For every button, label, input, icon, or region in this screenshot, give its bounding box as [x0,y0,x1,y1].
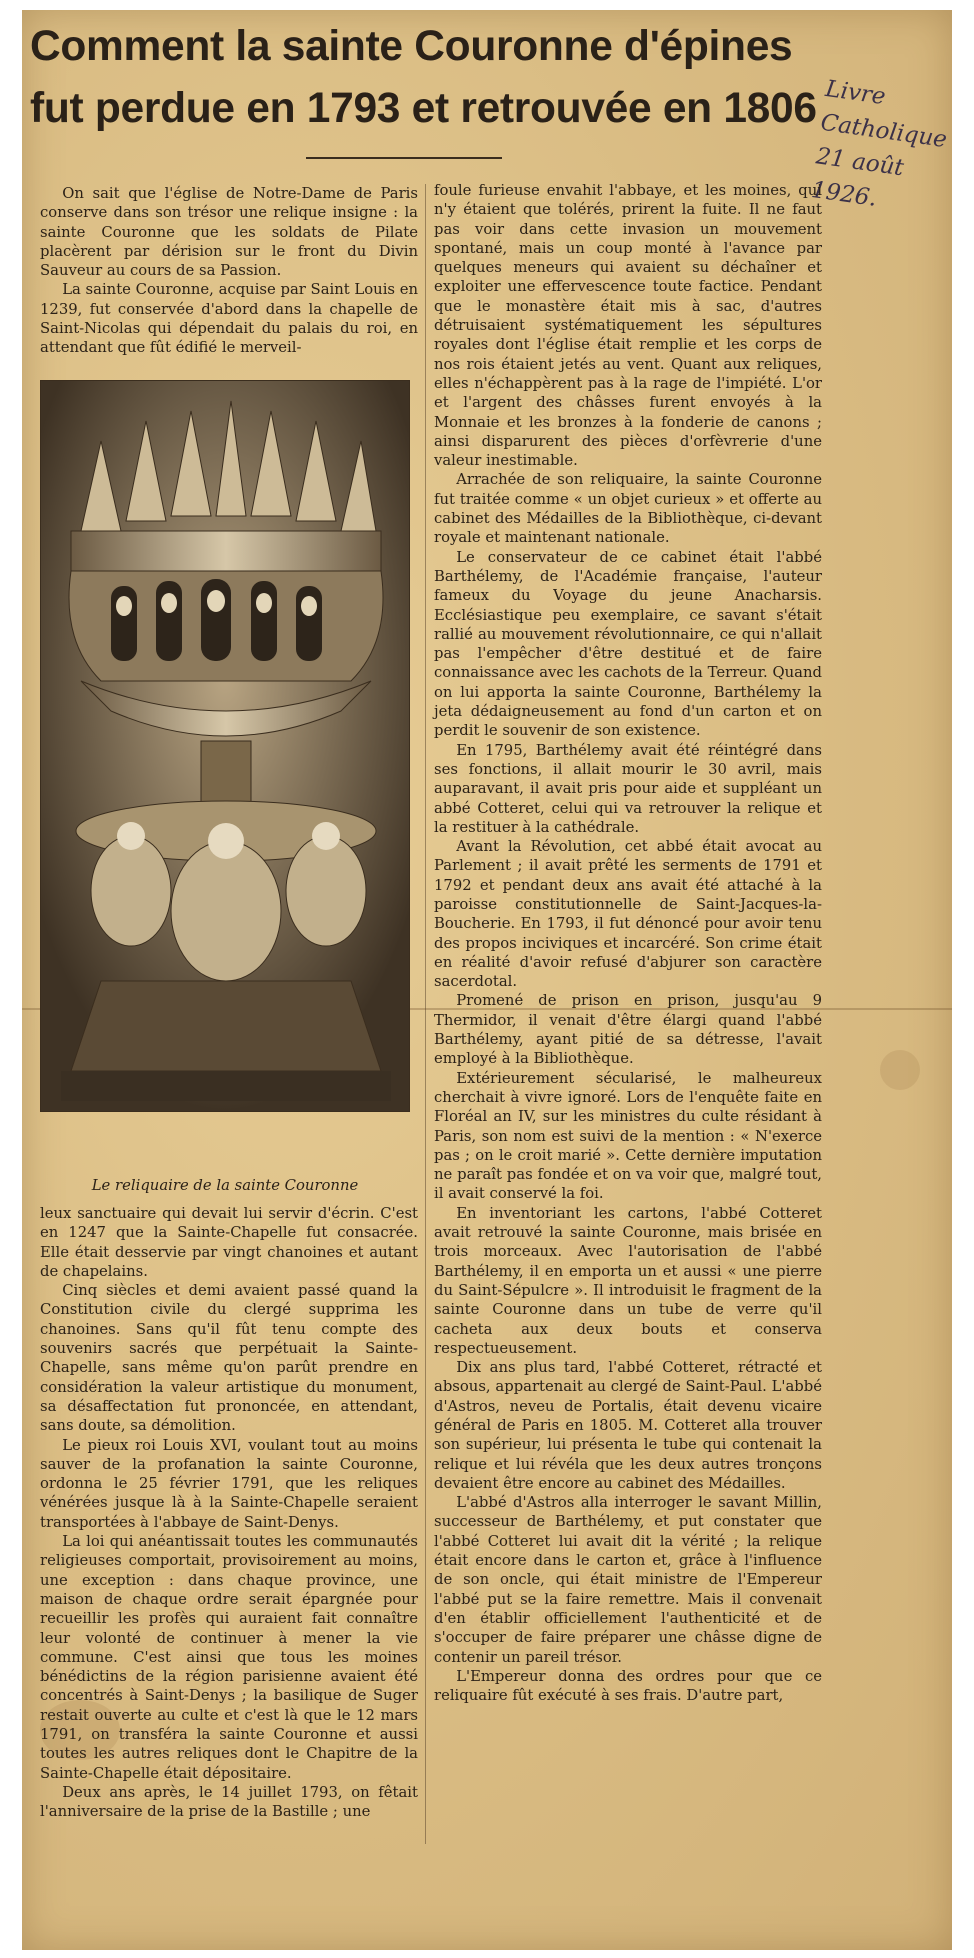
paragraph: On sait que l'église de Notre-Dame de Paris conserve dans son trésor une relique insigne : la sainte Couronne que les soldats de Pilate placèrent par dérision sur le front du Divin Sauveur au cours de sa Passion. [40,185,418,280]
paper-stain [880,1050,920,1090]
handwritten-line: Livre [823,75,888,111]
paragraph: La sainte Couronne, acquise par Saint Louis en 1239, fut conservée d'abord dans la chapelle de Saint-Nicolas qui dépendait du palais du roi, en attendant que fût édifié le merveil- [40,281,419,357]
handwritten-note [809,72,947,223]
paragraph: En inventoriant les cartons, l'abbé Cotteret avait retrouvé la sainte Couronne, mais brisée en trois morceaux. Avec l'autorisation de l'abbé Barthélemy, il en emporta un et aussi « une pierre du Saint-Sépulcre ». Il introduisit le fragment de la sainte Couronne dans un tube de verre qu'il cacheta aux deux bouts et conserva respectueusement. [434,1204,822,1357]
paragraph: La loi qui anéantissait toutes les communautés religieuses comportait, provisoirement au moins, une exception : dans chaque province, une maison de chaque ordre serait épargnée pour recueillir les profès qui auraient fait connaître leur volonté de continuer à mener la vie commune. C'est ainsi que tous les moines bénédictins de la région parisienne avaient été concentrés à Saint-Denys ; la basilique de Suger restait ouverte au culte et c'est là que le 12 mars 1791, on transféra la sainte Couronne et aussi toutes les autres reliques dont le Chapitre de la Sainte-Chapelle était dépositaire. [40,1533,418,1782]
headline-rule [306,157,502,159]
paragraph: Avant la Révolution, cet abbé était avocat au Parlement ; il avait prêté les serments de 1791 et 1792 et pendant deux ans avait été attaché à la paroisse constitutionnelle de Saint-Jacques-la-Boucherie. En 1793, il fut dénoncé pour avoir tenu des propos inciviques et incarcéré. Son crime était en réalité d'avoir refusé d'abjurer son caractère sacerdotal. [434,838,822,991]
paragraph: Dix ans plus tard, l'abbé Cotteret, rétracté et absous, appartenait au clergé de Saint-Paul. L'abbé d'Astros, neveu de Portalis, était devenu vicaire général de Paris en 1805. M. Cotteret alla trouver son supérieur, lui présenta le tube qui contenait la relique et lui révéla que les deux autres tronçons devaient être encore au cabinet des Médailles. [434,1359,822,1492]
paragraph: Promené de prison en prison, jusqu'au 9 Thermidor, il venait d'être élargi quand l'abbé Barthélemy, ayant pitié de sa détresse, l'avait employé à la Bibliothèque. [434,992,822,1068]
paragraph: Cinq siècles et demi avaient passé quand la Constitution civile du clergé supprima les chanoines. Sans qu'il fût tenu compte des souvenirs sacrés que perpétuait la Sainte-Chapelle, sans même qu'on parût prendre en considération la valeur artistique du monument, sa désaffectation fut prononcée, en attendant, sans doute, sa démolition. [40,1282,418,1435]
article-column-1 [40,184,418,358]
article-column-2 [434,181,822,1705]
headline-line-2: fut perdue en 1793 et retrouvée en 1806 [30,85,817,132]
paragraph: L'Empereur donna des ordres pour que ce reliquaire fût exécuté à ses frais. D'autre part, [434,1667,822,1705]
handwritten-line: 1926. [809,176,879,212]
headline-line-1: Comment la sainte Couronne d'épines [30,23,793,70]
reliquary-photo [40,380,410,1112]
paragraph: foule furieuse envahit l'abbaye, et les moines, qui n'y étaient que tolérés, prirent la fuite. Il ne faut pas voir dans cette invasion un mouvement spontané, mais un coup monté à l'avance par quelques meneurs qui avaient su déchaîner et exploiter une effervescence toute factice. Pendant que le monastère était mis à sac, d'autres détruisaient systématiquement les sépultures royales dont l'église était remplie et les corps de nos rois étaient jetés au vent. Quant aux reliques, elles n'échappèrent pas à la rage de l'impiété. L'or et l'argent des châsses furent envoyés à la Monnaie et les bronzes à la fonderie de canons ; ainsi disparurent des pièces d'orfèvrerie d'une valeur inestimable. [434,182,822,470]
paragraph: Le conservateur de ce cabinet était l'abbé Barthélemy, de l'Académie française, l'auteur fameux du Voyage du jeune Anacharsis. Ecclésiastique peu exemplaire, ce savant s'était rallié au mouvement révolutionnaire, ce qui n'allait pas l'empêcher d'être destitué et de faire connaissance avec les cachots de la Terreur. Quand on lui apporta la sainte Couronne, Barthélemy la jeta dédaigneusement au fond d'un carton et on perdit le souvenir de son existence. [434,548,822,740]
paragraph: L'abbé d'Astros alla interroger le savant Millin, successeur de Barthélemy, et put constater que l'abbé Cotteret lui avait dit la vérité ; la relique était encore dans le carton et, grâce à l'influence de son oncle, qui était ministre de l'Empereur l'abbé put se la faire remettre. Mais il convenait d'en établir officiellement l'authenticité et de s'occuper de faire préparer une châsse digne de contenir un pareil trésor. [434,1494,822,1666]
paragraph: Arrachée de son reliquaire, la sainte Couronne fut traitée comme « un objet curieux » et offerte au cabinet des Médailles de la Bibliothèque, ci-devant royale et maintenant nationale. [434,471,822,547]
article-headline [30,16,830,140]
handwritten-line: Catholique [819,109,949,154]
paragraph: leux sanctuaire qui devait lui servir d'écrin. C'est en 1247 que la Sainte-Chapelle fut consacrée. Elle était desservie par vingt chanoines et autant de chapelains. [40,1205,418,1280]
reliquary-illustration [41,381,409,1111]
paragraph: Deux ans après, le 14 juillet 1793, on fêtait l'anniversaire de la prise de la Bastille ; une [40,1783,418,1821]
paragraph: En 1795, Barthélemy avait été réintégré dans ses fonctions, il allait mourir le 30 avril, mais auparavant, il avait pris pour aide et suppléant un abbé Cotteret, celui qui va retrouver la relique et la restituer à la cathédrale. [434,741,822,836]
paragraph: Le pieux roi Louis XVI, voulant tout au moins sauver de la profanation la sainte Couronne, ordonna le 25 février 1791, que les reliques vénérées jusque là à la Sainte-Chapelle seraient transportées à l'abbaye de Saint-Denys. [40,1436,418,1531]
column-divider [425,184,426,1844]
article-column-1-continued [40,1204,418,1822]
paragraph: Extérieurement sécularisé, le malheureux cherchait à vivre ignoré. Lors de l'enquête faite en Floréal an IV, sur les ministres du culte résidant à Paris, son nom est suivi de la mention : « N'exerce pas ; on le croit marié ». Cette dernière imputation ne paraît pas fondée et on va voir que, malgré tout, il avait conservé la foi. [434,1069,822,1203]
photo-caption: Le reliquaire de la sainte Couronne [91,1177,359,1194]
handwritten-line: 21 août [814,143,906,182]
